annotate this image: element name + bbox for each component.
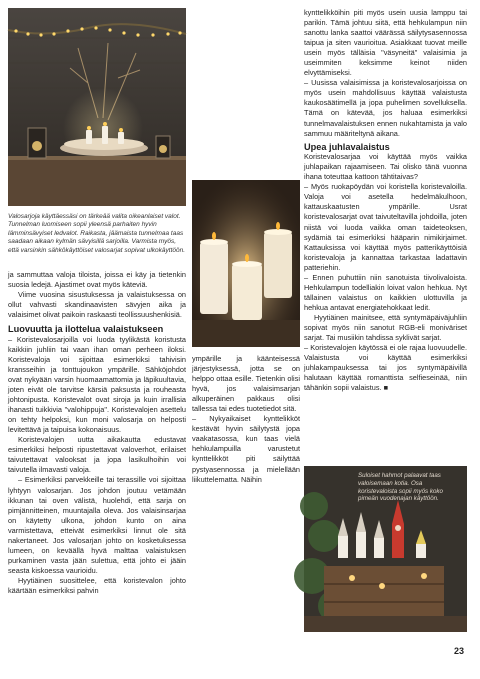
paragraph: – Esimerkiksi parvekkeille tai terassille voi sijoittaa lyhtyyn valosarjan. Jos johdon joutuu vetämään ikkunan tai oven välistä, huolehdi, että sarja on pimjännitteinen, muuntajalla oleva. Jos valaisinsarjaa on käytetty ulkona, johdon kunto on aina varmistettava, etteivät esimerkiksi linnut ole sitä nakertaneet. Jos valosarjan johto on kosketuksessa lumeen, on keväällä hyvä malttaa valaistuksen purkaminen vasta jään sulettua, että johto ei jääin seasta kiskoessa vaurioidu. — [8, 475, 186, 575]
section-heading: Luovuutta ja ilottelua valaistukseen — [8, 324, 164, 335]
paragraph: Hyytiäinen suosittelee, että koristevalon johto käärtään esimerkiksi pahvin — [8, 575, 186, 595]
section-heading: Upea juhlavalaistus — [304, 141, 390, 152]
paragraph: – Koristevalosarjoilla voi luoda tyylikästä koristusta kaikkiin juhliin tai vaan ihan oman perheen iloksi. Koristevaloja voi sijoittaa esimerkiksi tahivisin kransseihin ja tonttujoukon ympärille. Sähköjohdot ovat nykyään varsin huomaamattomia ja läpikuultavia, joten eivät ole tarvitse kärsiä paksusta ja rouheasta johtonipusta. Koristevalot ovat siroja ja kuin irrallisia ihanasti tuikkivia "valohippuja". Koristevalojen asettelu on tehty helpoksi, kun moni valosarja on helposti levitettävä ja taipuisa kokonaisuus. — [8, 334, 186, 435]
paragraph: ympärille ja käänteisessä järjestyksessä, jotta se on helppo ottaa esille. Tietenkin olisi hyvä, jos valaisimsarjan alkuperäinen pakkaus olisi tallessa tai edes tuotetiedot sitä. — [192, 354, 300, 414]
photo-led-candles — [192, 180, 300, 347]
text-column-left — [8, 270, 186, 648]
text-column-middle — [192, 354, 300, 484]
paragraph: – Myös ruokapöydän voi koristella koristevaloilla. Valoja voi asetella hedelmäkulhoon, kattauskaatusten ympärille. Usrat koristevalosarjat ovat taivuteltavilla johdoilla, joten niistä voi luoda vaikka oman taideteoksen, sydämiä tai esimerkiksi hääparin nimikirjaimet. Kattauksissa voi käyttää myös patterikäyttöisiä koristevaloja ja kannattaa tarkastaa ladattavin patteriehin. — [304, 182, 467, 272]
text-column-right — [304, 8, 467, 460]
paragraph: – Koristevalojen käytössä ei ole rajaa luovuudelle. Valaistusta voi käyttää esimerkiksi juhlakampauksessa tai jos syntymäpäivillä halutaan käyttää romanttista selfieseinää, niin tähänkin sopii valaistus. ■ — [304, 343, 467, 393]
paragraph: Koristevalojen uutta aikakautta edustavat esimerkiksi helposti ripustettavat valoverhot, erilaiset taivutettavat valooksat ja jopa lasikulhoihin voi taivutella ilmavasti valoja. — [8, 435, 186, 475]
photo-caption: Suloiset hahmot palaavat taas valoisemaan kotia. Osa koristevaloista sopii myös koko pimeän vuodenajan käyttöön. — [358, 472, 443, 503]
paragraph: – Uusissa valaisimissa ja koristevalosarjoissa on myös usein mahdollisuus käyttää valaistusta kaukosäätimellä ja jopa puhelimen sovelluksella. Tämä on kätevää, jos haluaa esimerkiksi tunnelmavalaistuksen ennen nukahtamista ja valo sammuu määriteltynä aikana. — [304, 78, 467, 138]
paragraph: – Ennen puhuttiin niin sanotuista tiivolivaloista. Hehkulampun todelliakin loivat valon hehkua. Nyt tällainen valaistus on kaikkien ulottuvilla ja hehkua antavat energiatehokkaat ledit. — [304, 272, 467, 312]
paragraph: Viime vuosina sisustuksessa ja valaistuksessa on ollut vahvasti skandinaavisten sävyjen aika ja valaisimet olivat paikoin raskaasti teollissuushenkisiä. — [8, 290, 186, 320]
paragraph: – Nykyaikaiset kynttelikköt kestävät hyvin säilytystä jopa vaakatasossa, kun taas vielä hehkulampuilla varustetut kynttelikköt piti säilyttää pystyasennossa ja mielellään liikuttelematta. Näihin — [192, 414, 300, 484]
paragraph: kynttelikköihin piti myös usein uusia lamppu tai parikin. Tämä johtuu siitä, että hehkulampun niin sanottu lanka saattoi väärässä säilytysasennossa taipua ja siten vaurioitua. Asiakkaat tuovat meille usein myös tälläisia "väsyneitä" valaisimia ja useimmiten keksimme keinot niiden elvyttämiseksi. — [304, 8, 467, 78]
photo-candle-table — [8, 8, 186, 206]
photo-caption: Valosarjoja käyttäessäsi on tärkeää valita oikeanlaiset valot. Tunnelman luomiseen sopii yleensä parhaiten hyvin lämminsävyiset ledvalot. Raikasta, jäämaista tunnelmaa taas saadaan aikaan kylmän sävyisillä sarjoilla. Varmista myös, että varsinkin sähkökäyttöiset valosarjat sopivat ulkokäyttöön. — [8, 213, 186, 254]
paragraph: ja sammuttaa valoja tiloista, joissa ei käy ja tietenkin suosia ledejä. Ajastimet ovat myös käteviä. — [8, 270, 186, 290]
page-number: 23 — [454, 646, 465, 656]
paragraph: Hyytiäinen mainitsee, että syntymäpäiväjuhliin sopivat myös niin sanotut RGB-eli moniväriset sarjat. Tai musiikin tahdissa syklivät sarjat. — [304, 312, 467, 343]
paragraph: Koristevalosarjaa voi käyttää myös vaikka juhlapaikan rajaamiseen. Tai oliskо tänä vuonna ihana toteuttaa kattoon tähtitaivas? — [304, 152, 467, 182]
